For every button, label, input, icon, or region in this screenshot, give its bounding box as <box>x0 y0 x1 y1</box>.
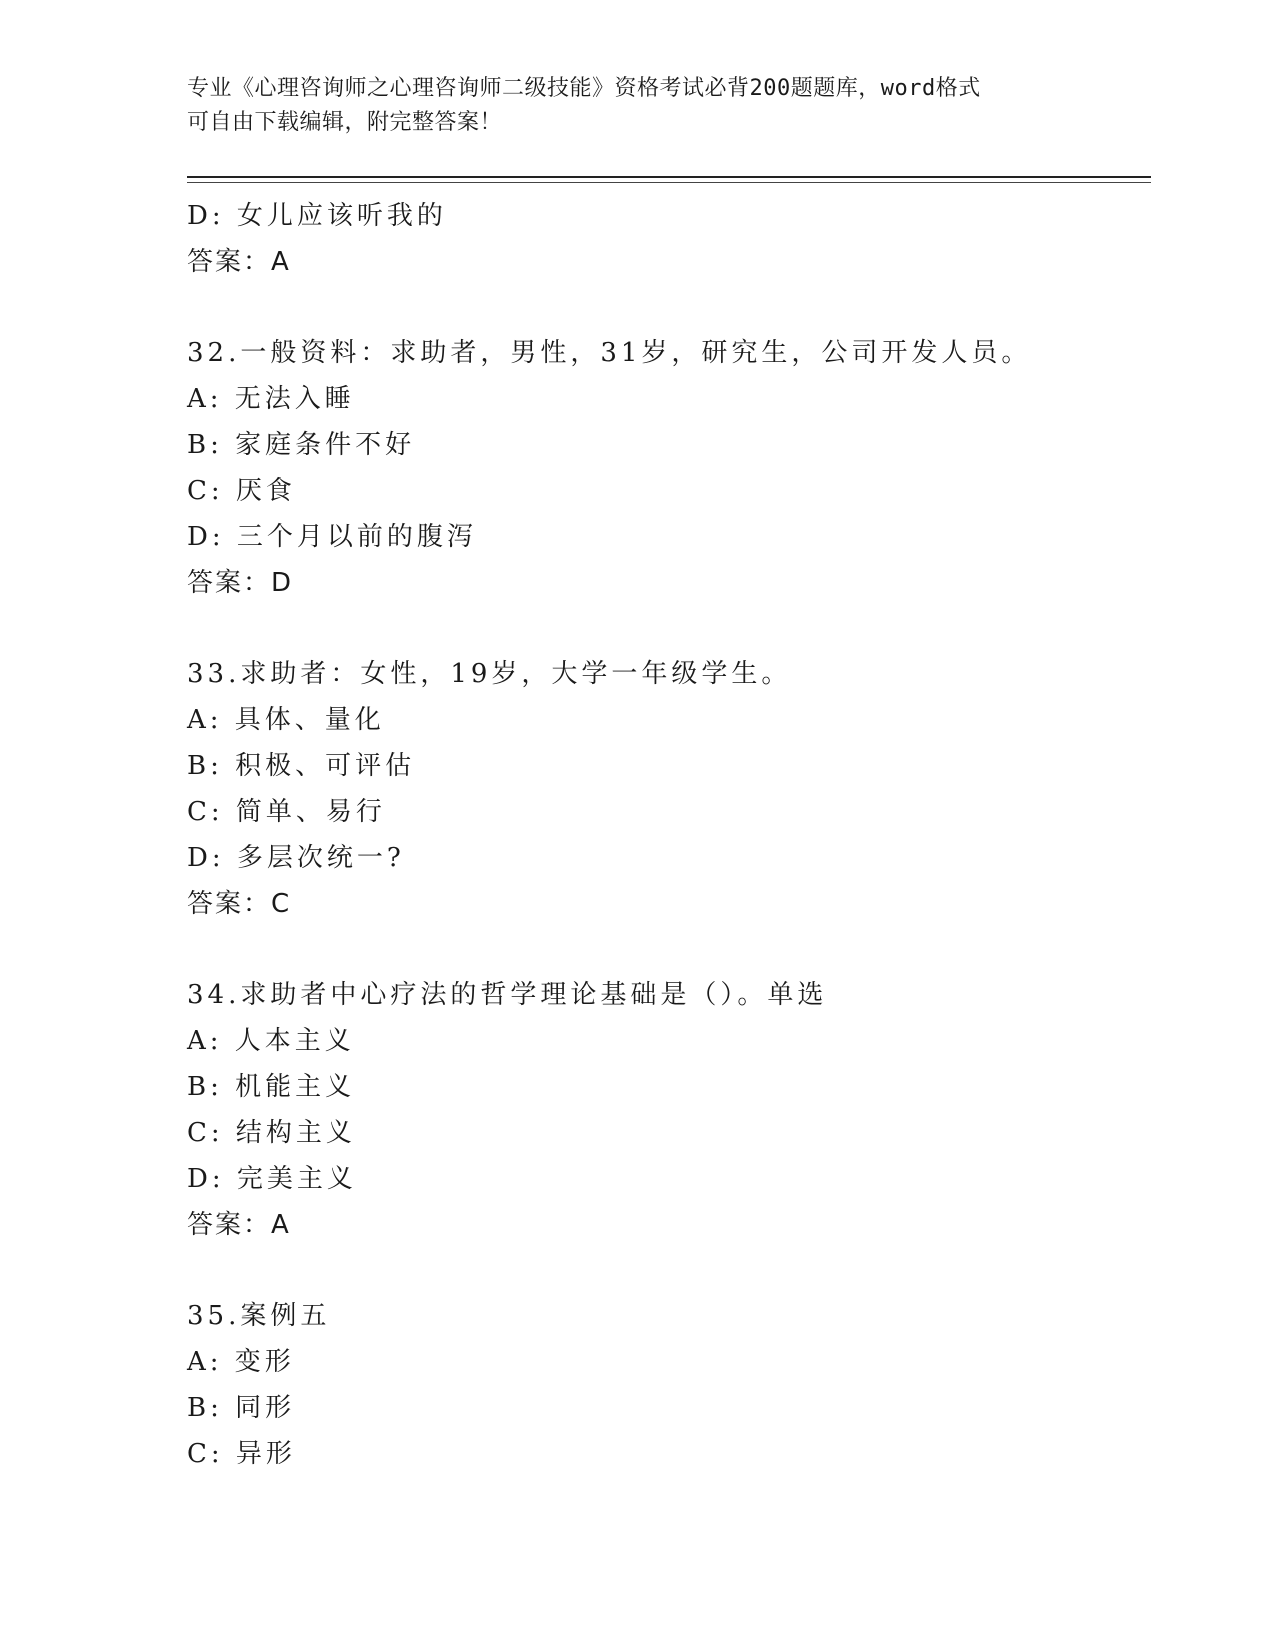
option-c: C: 异形 <box>187 1439 296 1469</box>
question-32 <box>187 330 1151 606</box>
option-b: B: 积极、可评估 <box>187 751 416 781</box>
header-line-1: 专业《心理咨询师之心理咨询师二级技能》资格考试必背200题题库，word格式 <box>187 76 981 101</box>
answer: 答案：A <box>187 1210 291 1240</box>
option-a: A: 具体、量化 <box>187 705 385 735</box>
answer: 答案：C <box>187 889 292 919</box>
option-a: A: 无法入睡 <box>187 384 355 414</box>
question-stem: 35.案例五 <box>187 1301 331 1331</box>
question-stem: 33.求助者：女性，19岁，大学一年级学生。 <box>187 659 792 689</box>
option-b: B: 机能主义 <box>187 1072 356 1102</box>
option-b: B: 家庭条件不好 <box>187 430 416 460</box>
prev-option-d: D: 女儿应该听我的 <box>187 201 447 231</box>
header-rule-thin <box>187 182 1151 183</box>
option-a: A: 变形 <box>187 1347 295 1377</box>
question-33 <box>187 651 1151 927</box>
option-d: D: 多层次统一? <box>187 843 405 873</box>
question-stem: 32.一般资料：求助者，男性，31岁，研究生，公司开发人员。 <box>187 338 1032 368</box>
answer: 答案：D <box>187 568 294 598</box>
option-c: C: 简单、易行 <box>187 797 386 827</box>
option-c: C: 厌食 <box>187 476 296 506</box>
header-line-2: 可自由下载编辑，附完整答案！ <box>187 110 503 135</box>
question-34 <box>187 972 1151 1248</box>
question-list <box>187 193 1151 1477</box>
header-rule-thick <box>187 176 1151 178</box>
option-c: C: 结构主义 <box>187 1118 356 1148</box>
question-35 <box>187 1293 1151 1477</box>
prev-answer: 答案：A <box>187 247 291 277</box>
option-d: D: 三个月以前的腹泻 <box>187 522 477 552</box>
option-a: A: 人本主义 <box>187 1026 355 1056</box>
question-stem: 34.求助者中心疗法的哲学理论基础是（）。单选 <box>187 980 828 1010</box>
option-d: D: 完美主义 <box>187 1164 357 1194</box>
option-b: B: 同形 <box>187 1393 296 1423</box>
document-header <box>187 72 1087 140</box>
